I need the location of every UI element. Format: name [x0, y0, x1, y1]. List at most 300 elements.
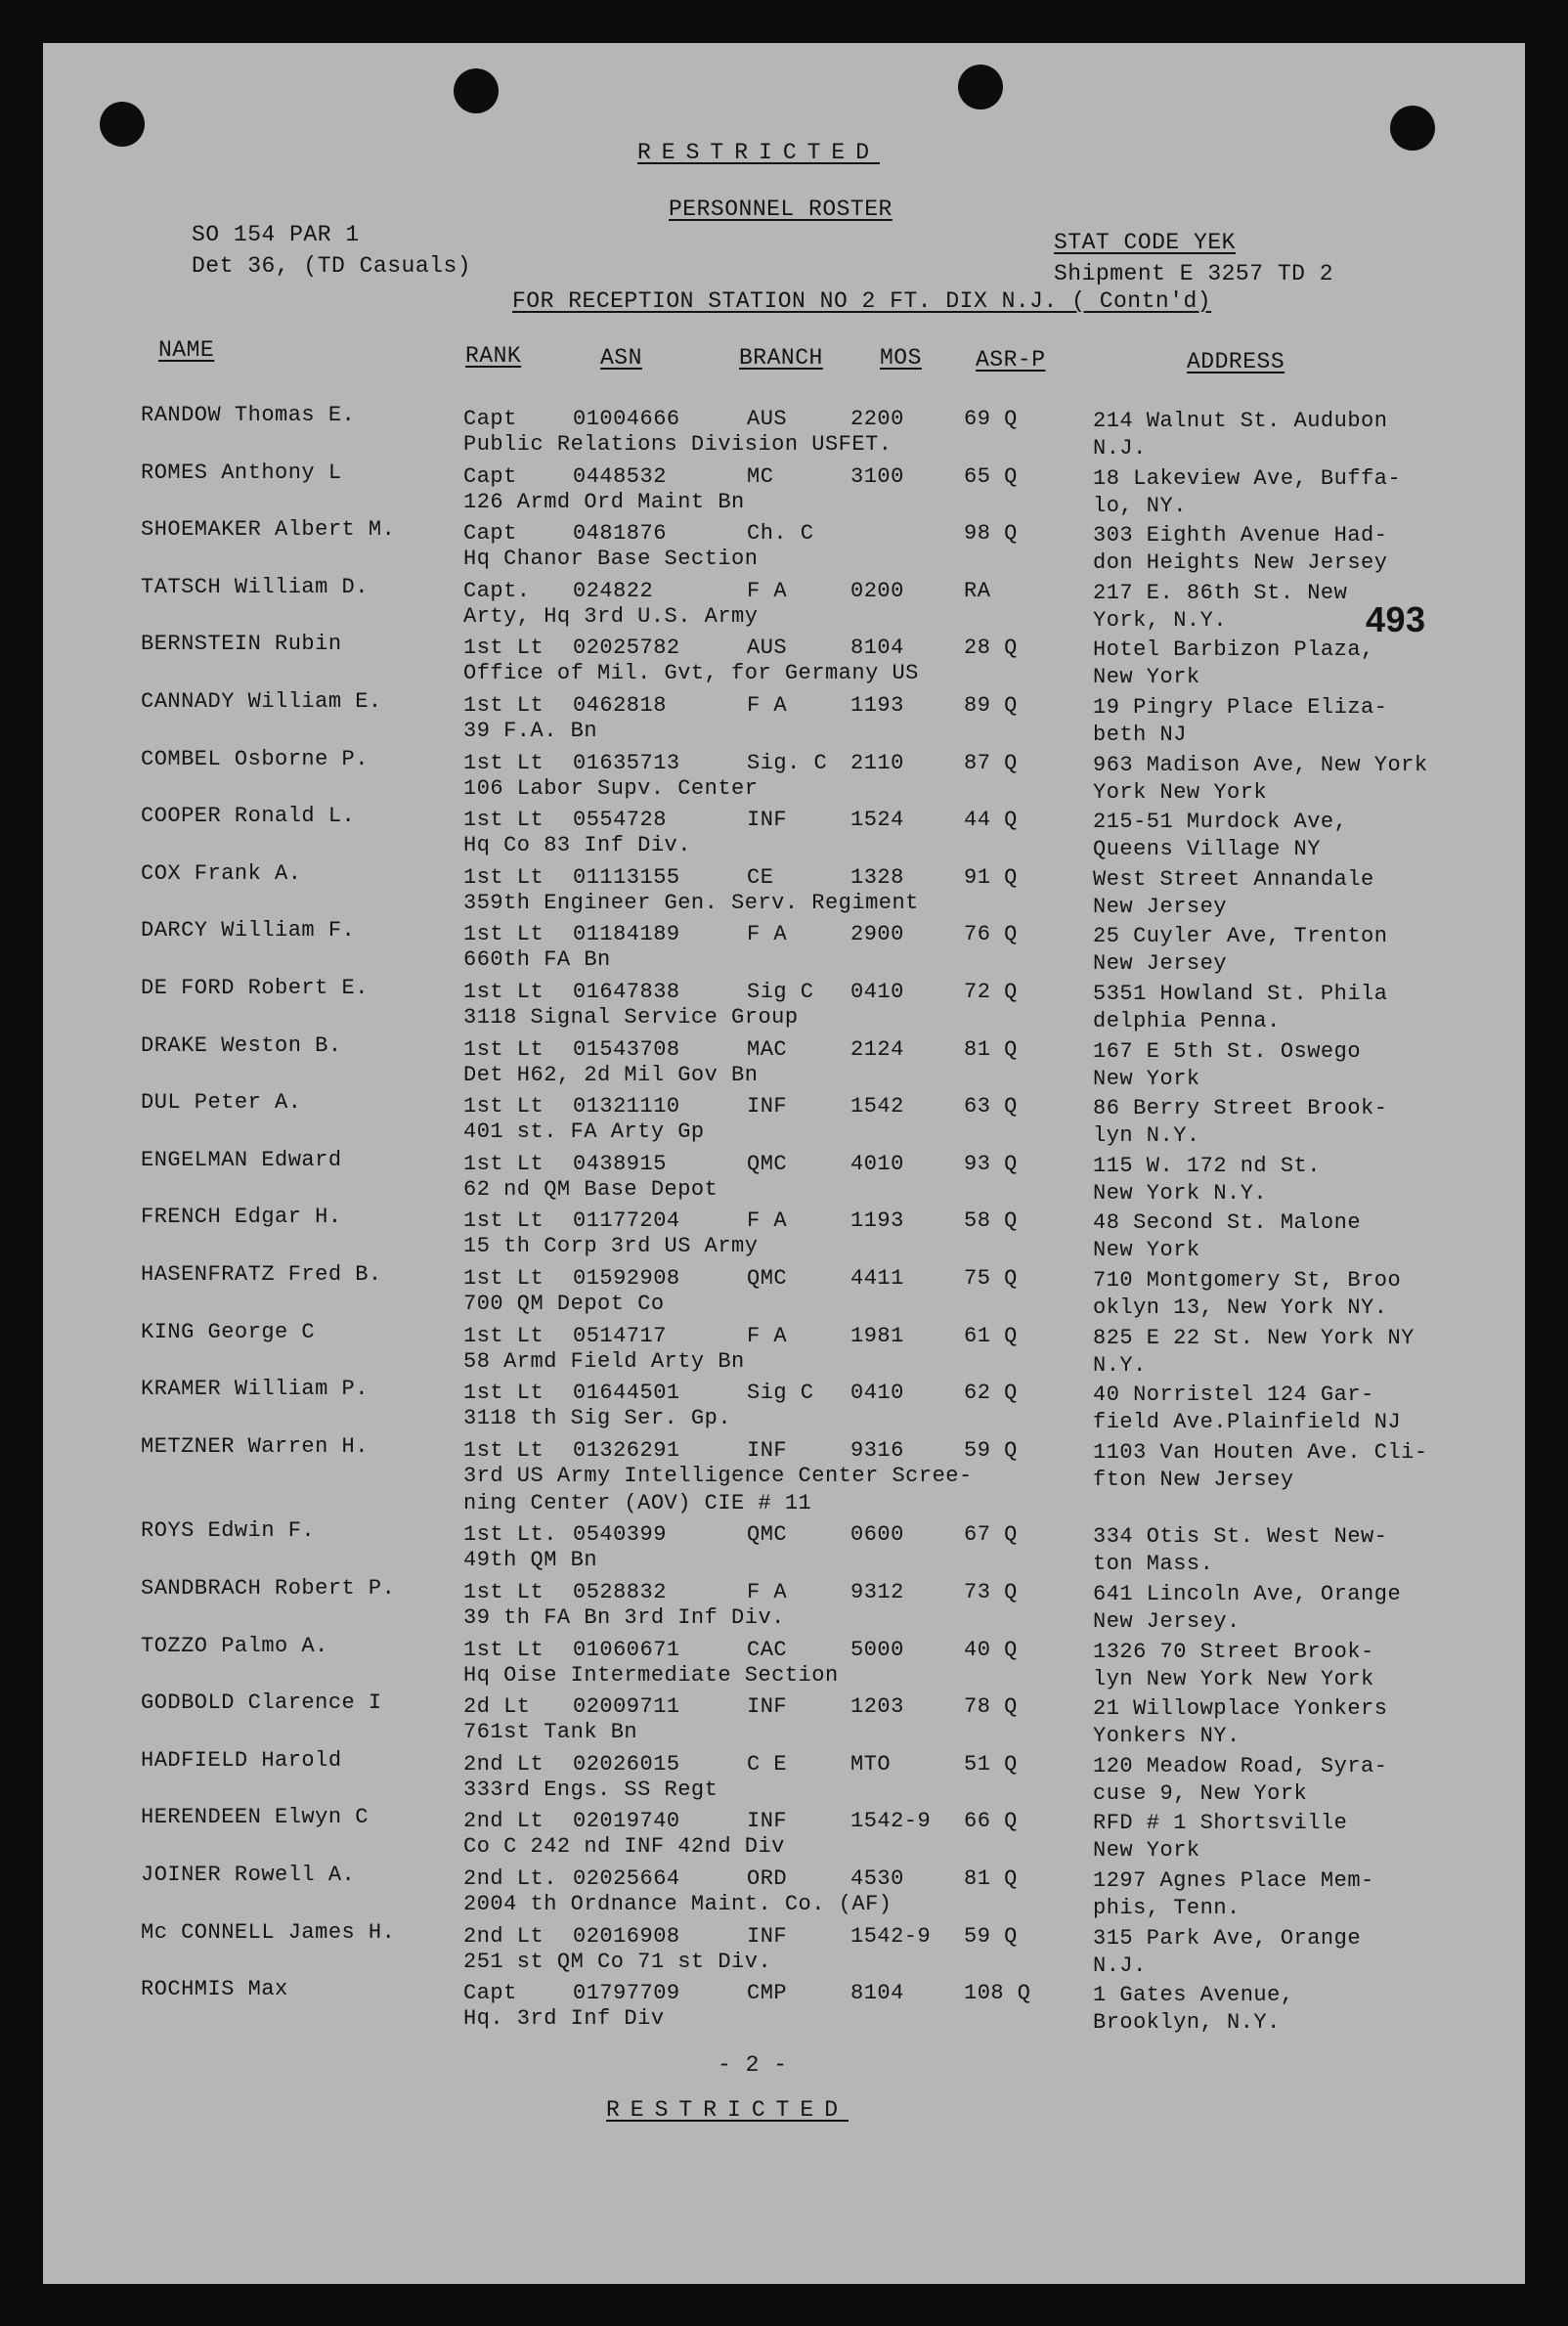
- row-asn: 01647838: [573, 980, 680, 1004]
- row-unit: 39 th FA Bn 3rd Inf Div.: [463, 1605, 785, 1630]
- row-address-line2: Brooklyn, N.Y.: [1093, 2010, 1281, 2036]
- row-mos: 1542-9: [850, 1923, 932, 1949]
- row-asr: 63 Q: [964, 1094, 1018, 1119]
- column-header-asn: ASN: [600, 345, 642, 371]
- row-asn: 0448532: [573, 463, 667, 489]
- row-rank: 1st Lt: [463, 808, 544, 833]
- row-mos: 4530: [850, 1866, 904, 1891]
- row-rank: 1st Lt: [463, 1208, 544, 1234]
- row-branch: INF: [747, 1809, 788, 1834]
- row-rank: 1st Lt: [463, 1437, 544, 1463]
- row-address-line2: N.J.: [1093, 1953, 1147, 1978]
- row-rank: 1st Lt: [463, 1151, 544, 1176]
- row-asn: 01060671: [573, 1637, 680, 1662]
- row-branch: CAC: [747, 1637, 788, 1662]
- row-unit: 106 Labor Supv. Center: [463, 775, 759, 801]
- table-row: [43, 975, 1525, 1033]
- row-address-line2: York New York: [1093, 779, 1268, 805]
- row-rank: 1st Lt: [463, 693, 544, 718]
- row-address-line1: 40 Norristel 124 Gar-: [1093, 1382, 1374, 1408]
- row-asn: 01184189: [573, 922, 680, 947]
- table-row: [43, 1919, 1525, 1978]
- row-address-line1: 21 Willowplace Yonkers: [1093, 1696, 1388, 1722]
- row-asn: 01113155: [573, 864, 680, 890]
- row-address-line1: 215-51 Murdock Ave,: [1093, 810, 1348, 835]
- row-address-line1: West Street Annandale: [1093, 866, 1374, 892]
- order-line-1: SO 154 PAR 1: [192, 222, 360, 247]
- row-unit: Hq Oise Intermediate Section: [463, 1662, 839, 1688]
- row-asn: 0438915: [573, 1151, 667, 1176]
- row-asr: 59 Q: [964, 1437, 1018, 1463]
- row-mos: 8104: [850, 636, 904, 661]
- row-mos: 1203: [850, 1694, 904, 1720]
- row-address-line2: cuse 9, New York: [1093, 1780, 1308, 1806]
- restricted-bottom: RESTRICTED: [606, 2097, 849, 2123]
- row-name: GODBOLD Clarence I: [141, 1690, 382, 1716]
- row-rank: Capt: [463, 463, 517, 489]
- row-address-line2: Yonkers NY.: [1093, 1724, 1241, 1749]
- row-rank: 1st Lt: [463, 980, 544, 1004]
- row-address-line2: York, N.Y.: [1093, 607, 1228, 633]
- row-rank: Capt: [463, 407, 517, 431]
- row-name: HADFIELD Harold: [141, 1747, 342, 1773]
- row-rank: 2d Lt: [463, 1694, 531, 1720]
- row-address-line1: 315 Park Ave, Orange: [1093, 1925, 1362, 1951]
- row-address-line2: ton Mass.: [1093, 1552, 1214, 1577]
- row-rank: 1st Lt: [463, 1580, 544, 1604]
- table-row: [43, 460, 1525, 518]
- row-rank: Capt.: [463, 578, 531, 603]
- table-row: [43, 860, 1525, 919]
- row-mos: 2124: [850, 1036, 904, 1062]
- row-address-line2: New Jersey: [1093, 951, 1228, 977]
- row-address-line2: N.J.: [1093, 436, 1147, 461]
- row-asn: 01592908: [573, 1266, 680, 1291]
- row-name: KING George C: [141, 1319, 316, 1344]
- row-unit: Det H62, 2d Mil Gov Bn: [463, 1062, 759, 1087]
- row-asr: 51 Q: [964, 1751, 1018, 1777]
- table-row: [43, 631, 1525, 690]
- row-mos: 0410: [850, 980, 904, 1004]
- row-branch: AUS: [747, 636, 788, 661]
- row-branch: INF: [747, 1694, 788, 1720]
- row-unit: Hq Chanor Base Section: [463, 547, 759, 572]
- row-address-line1: Hotel Barbizon Plaza,: [1093, 637, 1374, 663]
- row-unit: Arty, Hq 3rd U.S. Army: [463, 603, 759, 629]
- row-address-line1: 214 Walnut St. Audubon: [1093, 409, 1388, 433]
- row-unit: 3118 th Sig Ser. Gp.: [463, 1406, 732, 1431]
- row-rank: 1st Lt.: [463, 1522, 557, 1548]
- row-address-line2: lo, NY.: [1093, 493, 1187, 518]
- row-unit: 2004 th Ordnance Maint. Co. (AF): [463, 1892, 893, 1916]
- table-row: [43, 1976, 1525, 2036]
- row-rank: 1st Lt: [463, 636, 544, 661]
- roster-title: PERSONNEL ROSTER: [669, 197, 893, 222]
- table-row: [43, 1204, 1525, 1263]
- row-mos: 4411: [850, 1266, 904, 1291]
- row-name: RANDOW Thomas E.: [141, 403, 356, 427]
- row-name: COMBEL Osborne P.: [141, 746, 369, 771]
- row-branch: QMC: [747, 1522, 788, 1548]
- row-asr: 81 Q: [964, 1036, 1018, 1062]
- row-asn: 02009711: [573, 1694, 680, 1720]
- row-asr: 87 Q: [964, 750, 1018, 775]
- column-header-rank: RANK: [465, 343, 522, 369]
- row-branch: F A: [747, 922, 788, 947]
- row-name: TATSCH William D.: [141, 574, 369, 599]
- row-asr: 65 Q: [964, 463, 1018, 489]
- row-unit: 62 nd QM Base Depot: [463, 1176, 719, 1202]
- row-mos: 0600: [850, 1522, 904, 1548]
- row-branch: F A: [747, 1323, 788, 1348]
- row-mos: 2900: [850, 922, 904, 947]
- row-branch: Ch. C: [747, 521, 814, 547]
- row-address-line1: 115 W. 172 nd St.: [1093, 1153, 1321, 1178]
- table-row: [43, 402, 1525, 461]
- row-name: SHOEMAKER Albert M.: [141, 517, 396, 543]
- row-mos: MTO: [850, 1751, 892, 1777]
- row-name: ENGELMAN Edward: [141, 1147, 342, 1172]
- row-address-line2: New York: [1093, 1838, 1200, 1864]
- row-mos: 5000: [850, 1637, 904, 1662]
- row-asr: RA: [964, 578, 991, 603]
- row-mos: 9312: [850, 1580, 904, 1604]
- row-address-line2: New Jersey: [1093, 894, 1228, 919]
- row-asr: 76 Q: [964, 922, 1018, 947]
- table-row: [43, 1804, 1525, 1864]
- column-header-branch: BRANCH: [739, 345, 823, 371]
- row-name: ROMES Anthony L: [141, 460, 342, 485]
- table-row: [43, 1147, 1525, 1206]
- row-name: ROCHMIS Max: [141, 1977, 288, 2002]
- row-unit: 761st Tank Bn: [463, 1720, 638, 1745]
- row-asn: 01004666: [573, 407, 680, 431]
- row-name: COOPER Ronald L.: [141, 804, 356, 829]
- row-address-line1: 303 Eighth Avenue Had-: [1093, 523, 1388, 549]
- row-mos: 1524: [850, 808, 904, 833]
- order-line-2: Det 36, (TD Casuals): [192, 253, 472, 279]
- table-row: [43, 574, 1525, 633]
- row-branch: QMC: [747, 1151, 788, 1176]
- table-row: [43, 1633, 1525, 1691]
- row-mos: 2200: [850, 407, 904, 431]
- row-asr: 73 Q: [964, 1580, 1018, 1604]
- row-asr: 40 Q: [964, 1637, 1018, 1662]
- row-address-line1: 167 E 5th St. Oswego: [1093, 1038, 1362, 1064]
- row-unit: 3118 Signal Service Group: [463, 1005, 799, 1030]
- row-address-line1: 710 Montgomery St, Broo: [1093, 1268, 1402, 1293]
- row-branch: F A: [747, 1208, 788, 1234]
- row-name: HERENDEEN Elwyn C: [141, 1805, 369, 1830]
- row-unit: 333rd Engs. SS Regt: [463, 1777, 719, 1802]
- row-unit: Co C 242 nd INF 42nd Div: [463, 1834, 785, 1860]
- row-address-line2: N.Y.: [1093, 1352, 1147, 1378]
- row-address-line1: 1103 Van Houten Ave. Cli-: [1093, 1439, 1428, 1465]
- row-address-line2: delphia Penna.: [1093, 1009, 1281, 1033]
- row-address-line1: 825 E 22 St. New York NY: [1093, 1325, 1415, 1350]
- row-branch: F A: [747, 578, 788, 603]
- row-asn: 024822: [573, 578, 654, 603]
- row-address-line2: Queens Village NY: [1093, 837, 1321, 862]
- row-branch: AUS: [747, 407, 788, 431]
- column-header-address: ADDRESS: [1187, 349, 1285, 374]
- row-asr: 69 Q: [964, 407, 1018, 431]
- row-address-line2: phis, Tenn.: [1093, 1896, 1241, 1920]
- row-rank: 1st Lt: [463, 1266, 544, 1291]
- row-asn: 02025782: [573, 636, 680, 661]
- row-rank: 1st Lt: [463, 1036, 544, 1062]
- row-asr: 91 Q: [964, 864, 1018, 890]
- table-row: [43, 1575, 1525, 1634]
- table-row: [43, 803, 1525, 862]
- row-unit: Office of Mil. Gvt, for Germany US: [463, 661, 919, 686]
- row-mos: 9316: [850, 1437, 904, 1463]
- row-unit: 15 th Corp 3rd US Army: [463, 1234, 759, 1259]
- row-rank: 1st Lt: [463, 750, 544, 775]
- restricted-top: RESTRICTED: [637, 140, 881, 165]
- row-asr: 108 Q: [964, 1981, 1031, 2006]
- row-address-line2: lyn New York New York: [1093, 1666, 1374, 1691]
- row-address-line2: New York: [1093, 1066, 1200, 1091]
- row-branch: Sig C: [747, 980, 814, 1004]
- row-address-line2: don Heights New Jersey: [1093, 550, 1388, 576]
- row-address-line1: 334 Otis St. West New-: [1093, 1524, 1388, 1550]
- table-row: [43, 1690, 1525, 1749]
- row-address-line1: 217 E. 86th St. New: [1093, 580, 1348, 605]
- row-unit: 126 Armd Ord Maint Bn: [463, 489, 745, 514]
- row-mos: 0410: [850, 1381, 904, 1406]
- row-rank: 2nd Lt.: [463, 1866, 557, 1891]
- column-header-asr: ASR-P: [976, 347, 1046, 373]
- table-row: [43, 746, 1525, 805]
- row-branch: INF: [747, 1437, 788, 1463]
- row-address-line2: New York: [1093, 1238, 1200, 1263]
- table-row: [43, 1862, 1525, 1920]
- page-stamp: 493: [1366, 599, 1426, 639]
- table-row: [43, 1089, 1525, 1149]
- row-asn: 01644501: [573, 1381, 680, 1406]
- row-name: DE FORD Robert E.: [141, 976, 369, 1000]
- row-rank: 1st Lt: [463, 1323, 544, 1348]
- row-mos: 8104: [850, 1981, 904, 2006]
- row-branch: INF: [747, 808, 788, 833]
- row-unit: 251 st QM Co 71 st Div.: [463, 1949, 772, 1974]
- row-asr: 44 Q: [964, 808, 1018, 833]
- row-asn: 01326291: [573, 1437, 680, 1463]
- row-asr: 67 Q: [964, 1522, 1018, 1548]
- row-asr: 75 Q: [964, 1266, 1018, 1291]
- row-name: COX Frank A.: [141, 860, 302, 886]
- shipment-number: Shipment E 3257 TD 2: [1054, 261, 1334, 286]
- row-name: CANNADY William E.: [141, 689, 382, 714]
- table-row: [43, 1747, 1525, 1806]
- row-branch: Sig. C: [747, 750, 828, 775]
- row-unit: 359th Engineer Gen. Serv. Regiment: [463, 890, 919, 915]
- row-mos: 1981: [850, 1323, 904, 1348]
- row-asr: 61 Q: [964, 1323, 1018, 1348]
- row-mos: 1193: [850, 1208, 904, 1234]
- row-mos: 1542-9: [850, 1809, 932, 1834]
- row-address-line2: beth NJ: [1093, 723, 1187, 747]
- row-branch: C E: [747, 1751, 788, 1777]
- row-name: SANDBRACH Robert P.: [141, 1576, 396, 1601]
- row-asr: 62 Q: [964, 1381, 1018, 1406]
- row-asn: 02025664: [573, 1866, 680, 1891]
- row-asn: 0554728: [573, 808, 667, 833]
- row-branch: CMP: [747, 1981, 788, 2006]
- row-name: ROYS Edwin F.: [141, 1518, 316, 1544]
- row-unit: 49th QM Bn: [463, 1548, 598, 1573]
- row-name: TOZZO Palmo A.: [141, 1633, 328, 1658]
- row-address-line2: field Ave.Plainfield NJ: [1093, 1410, 1402, 1435]
- row-name: DRAKE Weston B.: [141, 1032, 342, 1058]
- row-asr: 98 Q: [964, 521, 1018, 547]
- row-address-line1: 48 Second St. Malone: [1093, 1210, 1362, 1236]
- row-address-line1: 641 Lincoln Ave, Orange: [1093, 1582, 1402, 1606]
- stat-code: STAT CODE YEK: [1054, 230, 1236, 255]
- row-address-line2: New York: [1093, 665, 1200, 690]
- row-address-line2: oklyn 13, New York NY.: [1093, 1295, 1388, 1320]
- row-name: FRENCH Edgar H.: [141, 1205, 342, 1230]
- row-name: JOINER Rowell A.: [141, 1863, 356, 1887]
- row-asn: 0514717: [573, 1323, 667, 1348]
- row-asn: 0528832: [573, 1580, 667, 1604]
- row-branch: F A: [747, 693, 788, 718]
- table-row: [43, 1517, 1525, 1577]
- row-unit: 401 st. FA Arty Gp: [463, 1119, 705, 1145]
- row-asn: 01177204: [573, 1208, 680, 1234]
- row-rank: 2nd Lt: [463, 1809, 544, 1834]
- row-name: DUL Peter A.: [141, 1090, 302, 1116]
- row-rank: 2nd Lt: [463, 1751, 544, 1777]
- row-asn: 01797709: [573, 1981, 680, 2006]
- row-address-line2: New York N.Y.: [1093, 1180, 1268, 1206]
- row-address-line1: 25 Cuyler Ave, Trenton: [1093, 924, 1388, 949]
- row-asn: 01635713: [573, 750, 680, 775]
- table-row: [43, 1433, 1525, 1515]
- page-number: - 2 -: [718, 2052, 788, 2078]
- row-asr: 89 Q: [964, 693, 1018, 718]
- row-rank: 2nd Lt: [463, 1923, 544, 1949]
- row-asn: 01321110: [573, 1094, 680, 1119]
- row-unit: 3rd US Army Intelligence Center Scree-: [463, 1463, 973, 1488]
- row-address-line1: 19 Pingry Place Eliza-: [1093, 695, 1388, 720]
- row-address-line2: New Jersey.: [1093, 1609, 1241, 1634]
- row-name: KRAMER William P.: [141, 1377, 369, 1402]
- row-name: Mc CONNELL James H.: [141, 1919, 396, 1945]
- row-address-line1: 5351 Howland St. Phila: [1093, 982, 1388, 1006]
- row-name: METZNER Warren H.: [141, 1433, 369, 1459]
- row-mos: 1542: [850, 1094, 904, 1119]
- table-row: [43, 516, 1525, 576]
- punch-hole-4: [1390, 106, 1435, 151]
- row-asr: 58 Q: [964, 1208, 1018, 1234]
- row-address-line1: 1 Gates Avenue,: [1093, 1983, 1294, 2008]
- row-rank: 1st Lt: [463, 1381, 544, 1406]
- row-address-line2: fton New Jersey: [1093, 1467, 1294, 1492]
- row-unit: Public Relations Division USFET.: [463, 432, 893, 457]
- row-unit: 700 QM Depot Co: [463, 1292, 665, 1316]
- row-asn: 02026015: [573, 1751, 680, 1777]
- row-address-line1: 1297 Agnes Place Mem-: [1093, 1868, 1374, 1893]
- reception-station: FOR RECEPTION STATION NO 2 FT. DIX N.J. ( Contn'd): [512, 288, 1212, 314]
- row-asn: 0462818: [573, 693, 667, 718]
- row-address-line1: 963 Madison Ave, New York: [1093, 752, 1428, 777]
- table-row: [43, 1261, 1525, 1320]
- row-asr: 72 Q: [964, 980, 1018, 1004]
- row-mos: 3100: [850, 463, 904, 489]
- row-unit: 660th FA Bn: [463, 947, 611, 973]
- row-address-line1: 1326 70 Street Brook-: [1093, 1639, 1374, 1664]
- punch-hole-3: [958, 65, 1003, 110]
- row-asr: 78 Q: [964, 1694, 1018, 1720]
- row-name: HASENFRATZ Fred B.: [141, 1262, 382, 1287]
- row-asr: 28 Q: [964, 636, 1018, 661]
- row-mos: 4010: [850, 1151, 904, 1176]
- row-unit: Hq Co 83 Inf Div.: [463, 833, 691, 858]
- table-row: [43, 1376, 1525, 1435]
- row-rank: Capt: [463, 521, 517, 547]
- row-branch: QMC: [747, 1266, 788, 1291]
- row-asr: 66 Q: [964, 1809, 1018, 1834]
- row-branch: INF: [747, 1094, 788, 1119]
- row-name: DARCY William F.: [141, 918, 356, 944]
- column-header-name: NAME: [158, 337, 215, 363]
- row-asn: 02019740: [573, 1809, 680, 1834]
- table-row: [43, 1032, 1525, 1091]
- row-rank: 1st Lt: [463, 1094, 544, 1119]
- row-asn: 02016908: [573, 1923, 680, 1949]
- punch-hole-2: [454, 68, 499, 113]
- row-mos: 0200: [850, 578, 904, 603]
- row-rank: 1st Lt: [463, 1637, 544, 1662]
- table-row: [43, 688, 1525, 747]
- row-mos: 1328: [850, 864, 904, 890]
- row-branch: Sig C: [747, 1381, 814, 1406]
- row-address-line1: 18 Lakeview Ave, Buffa-: [1093, 465, 1402, 491]
- row-mos: 2110: [850, 750, 904, 775]
- row-unit: 39 F.A. Bn: [463, 719, 598, 743]
- row-asr: 93 Q: [964, 1151, 1018, 1176]
- row-address-line1: 86 Berry Street Brook-: [1093, 1096, 1388, 1121]
- row-branch: MAC: [747, 1036, 788, 1062]
- row-address-line1: 120 Meadow Road, Syra-: [1093, 1753, 1388, 1778]
- table-row: [43, 917, 1525, 977]
- roster-page: [43, 43, 1525, 2284]
- column-header-mos: MOS: [880, 345, 922, 371]
- row-unit: 58 Armd Field Arty Bn: [463, 1348, 745, 1374]
- row-mos: 1193: [850, 693, 904, 718]
- row-rank: 1st Lt: [463, 864, 544, 890]
- row-asr: 81 Q: [964, 1866, 1018, 1891]
- table-row: [43, 1319, 1525, 1378]
- punch-hole-1: [100, 102, 145, 147]
- row-branch: CE: [747, 864, 774, 890]
- row-address-line1: RFD # 1 Shortsville: [1093, 1811, 1348, 1836]
- row-name: BERNSTEIN Rubin: [141, 632, 342, 657]
- row-asn: 0540399: [573, 1522, 667, 1548]
- row-branch: ORD: [747, 1866, 788, 1891]
- row-rank: Capt: [463, 1981, 517, 2006]
- row-branch: INF: [747, 1923, 788, 1949]
- row-unit-line2: ning Center (AOV) CIE # 11: [463, 1490, 812, 1515]
- row-asr: 59 Q: [964, 1923, 1018, 1949]
- row-rank: 1st Lt: [463, 922, 544, 947]
- row-asn: 0481876: [573, 521, 667, 547]
- row-branch: MC: [747, 463, 774, 489]
- row-address-line2: lyn N.Y.: [1093, 1123, 1200, 1149]
- row-asn: 01543708: [573, 1036, 680, 1062]
